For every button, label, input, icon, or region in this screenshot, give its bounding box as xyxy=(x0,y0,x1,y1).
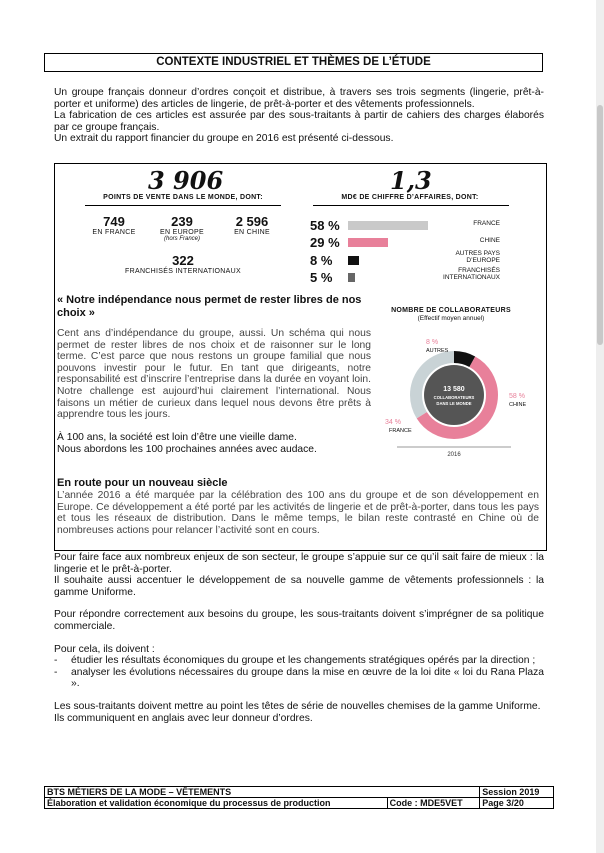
bar-chine xyxy=(348,238,388,247)
bar-pct: 5 % xyxy=(310,270,333,285)
bar-label: AUTRES PAYS D’EUROPE xyxy=(455,250,500,264)
donut-center-label-1: COLLABORATEURS xyxy=(433,395,475,400)
revenue-bar-chart xyxy=(310,218,500,288)
donut-label-france-pct: 34 % xyxy=(385,419,401,426)
bar-row-chine xyxy=(310,235,500,249)
intro-paragraph-3: Un extrait du rapport financier du groupe en 2016 est présenté ci-dessous. xyxy=(54,133,394,145)
bar-label: FRANCE xyxy=(473,220,500,227)
bar-pct: 8 % xyxy=(310,253,333,268)
body-paragraph-7: Pour cela, ils doivent : xyxy=(54,643,155,655)
body-paragraph-6: Pour répondre correctement aux besoins du groupe, les sous-traitants doivent s’imprégner de sa politique commerciale. xyxy=(54,609,544,632)
donut-label-chine: CHINE xyxy=(509,402,527,408)
bar-label: FRANCHISÉS INTERNATIONAUX xyxy=(443,267,500,281)
stat-number: 749 xyxy=(103,214,125,229)
donut-subtitle: (Effectif moyen annuel) xyxy=(417,315,485,322)
intro-paragraph-1: Un groupe français donneur d’ordres conçoit et distribue, à travers ses trois segments (lingerie, prêt-à-porter et uniforme) des articles de lingerie, de prêt-à-porter et des vêtements professionnels. xyxy=(54,87,544,110)
stat-number: 322 xyxy=(172,253,194,268)
body-paragraph-5: Il souhaite aussi accentuer le développement de sa nouvelle gamme de vêtements professionnels : la gamme Uniforme. xyxy=(54,575,544,598)
list-bullet: - xyxy=(54,655,58,667)
quote-end-line-2: Nous abordons les 100 prochaines années avec audace. xyxy=(57,443,317,455)
donut-center-number: 13 580 xyxy=(443,386,465,393)
stat-label: EN EUROPE xyxy=(160,229,204,236)
bar-europe xyxy=(348,256,359,265)
quote-end-line-1: À 100 ans, la société est loin d’être une vieille dame. xyxy=(57,432,297,443)
chiffre-affaires-value: 1,3 xyxy=(390,166,432,195)
footer-session: Session 2019 xyxy=(480,787,554,798)
stat-chine xyxy=(221,214,283,236)
donut-header xyxy=(391,307,511,322)
body-paragraph-8: Les sous-traitants doivent mettre au point les têtes de série de nouvelles chemises de la gamme Uniforme. xyxy=(54,700,541,712)
stat-label: EN CHINE xyxy=(234,229,270,236)
points-de-vente-value: 3 906 xyxy=(148,166,224,195)
body-paragraph-4: Pour faire face aux nombreux enjeux de son secteur, le groupe s’appuie sur ce qu’il sait faire de mieux : la lingerie et le prêt-à-porter. xyxy=(54,552,544,575)
bar-pct: 29 % xyxy=(310,235,340,250)
bar-pct: 58 % xyxy=(310,218,340,233)
century-heading: En route pour un nouveau siècle xyxy=(57,477,228,489)
points-de-vente-label: POINTS DE VENTE DANS LE MONDE, DONT: xyxy=(103,194,263,201)
stat-europe xyxy=(151,214,213,242)
body xyxy=(54,552,544,724)
donut-year: 2016 xyxy=(447,452,461,458)
donut-label-france: FRANCE xyxy=(389,428,412,434)
donut-label-autres: AUTRES xyxy=(426,348,449,354)
section-title: CONTEXTE INDUSTRIEL ET THÈMES DE L’ÉTUDE xyxy=(44,53,543,72)
quote-text: Cent ans d’indépendance du groupe, aussi. Un schéma qui nous permet de rester libres de nos choix et de raisonner sur le long terme. C’est parce que nous restons un groupe familial que nous pouvons investir pour le futur. En tant que dirigeants, notre responsabilité est d’inscrire l’entreprise dans la durée en voyant loin. Notre challenge est aujourd’hui clairement l’international. Nous faisons un métier de curieux dans lequel nous devons être prêts à apprendre tous les jours. xyxy=(57,328,371,421)
stat-franchises xyxy=(85,253,281,275)
donut-label-autres-pct: 8 % xyxy=(426,339,439,346)
page-footer xyxy=(44,786,554,810)
quote-heading: « Notre indépendance nous permet de rester libres de nos choix » xyxy=(57,294,362,319)
bar-row-franchises xyxy=(310,267,500,285)
bar-row-france xyxy=(310,218,500,232)
chiffre-affaires-label: MD€ DE CHIFFRE D’AFFAIRES, DONT: xyxy=(341,194,479,201)
scrollbar-thumb[interactable] xyxy=(597,105,603,345)
stat-note: (hors France) xyxy=(163,236,200,242)
bar-row-europe xyxy=(310,250,500,268)
bar-france xyxy=(348,221,428,230)
footer-page: Page 3/20 xyxy=(480,798,554,809)
quote-end xyxy=(57,432,371,455)
divider xyxy=(85,205,281,206)
infographic-panel xyxy=(54,163,547,551)
footer-table xyxy=(44,786,554,809)
list-item-text: analyser les évolutions nécessaires du groupe dans la mise en œuvre de la loi dite « loi du Rana Plaza ». xyxy=(71,666,544,690)
bar-label: CHINE xyxy=(479,237,500,244)
footer-code: Code : MDE5VET xyxy=(387,798,480,809)
stat-label: FRANCHISÉS INTERNATIONAUX xyxy=(125,268,241,275)
bar-franchises xyxy=(348,273,355,282)
divider xyxy=(313,205,509,206)
century-text: L’année 2016 a été marquée par la célébration des 100 ans du groupe et de son développement en Europe. Ce développement a été porté par les activités de lingerie et de prêt-à-porter, dans tous les pays et tous les réseaux de distribution. Dans le même temps, le bilan reste contrasté en Chine où de nombreuses actions pour relancer l’activité sont en cours. xyxy=(57,490,539,536)
donut-label-chine-pct: 58 % xyxy=(509,393,525,400)
footer-course: BTS MÉTIERS DE LA MODE – VÊTEMENTS xyxy=(45,787,480,798)
list-bullet: - xyxy=(54,666,58,678)
intro xyxy=(54,87,544,145)
donut-title: NOMBRE DE COLLABORATEURS xyxy=(391,307,511,314)
footer-subject: Élaboration et validation économique du processus de production xyxy=(45,798,388,809)
stat-france xyxy=(83,214,145,236)
list-item xyxy=(54,667,544,690)
stat-number: 239 xyxy=(171,214,193,229)
intro-paragraph-2: La fabrication de ces articles est assurée par des sous-traitants à partir de cahiers des charges élaborés par ce groupe français. xyxy=(54,110,544,133)
list-item xyxy=(54,655,544,667)
stat-label: EN FRANCE xyxy=(92,229,136,236)
donut-center-label-2: DANS LE MONDE xyxy=(436,401,472,406)
body-paragraph-9: Ils communiquent en anglais avec leur donneur d’ordres. xyxy=(54,712,313,724)
list-item-text: étudier les résultats économiques du groupe et les changements stratégiques opérés par la direction ; xyxy=(71,655,536,667)
stat-number: 2 596 xyxy=(235,214,269,229)
collaborateurs-donut-chart xyxy=(381,334,531,464)
